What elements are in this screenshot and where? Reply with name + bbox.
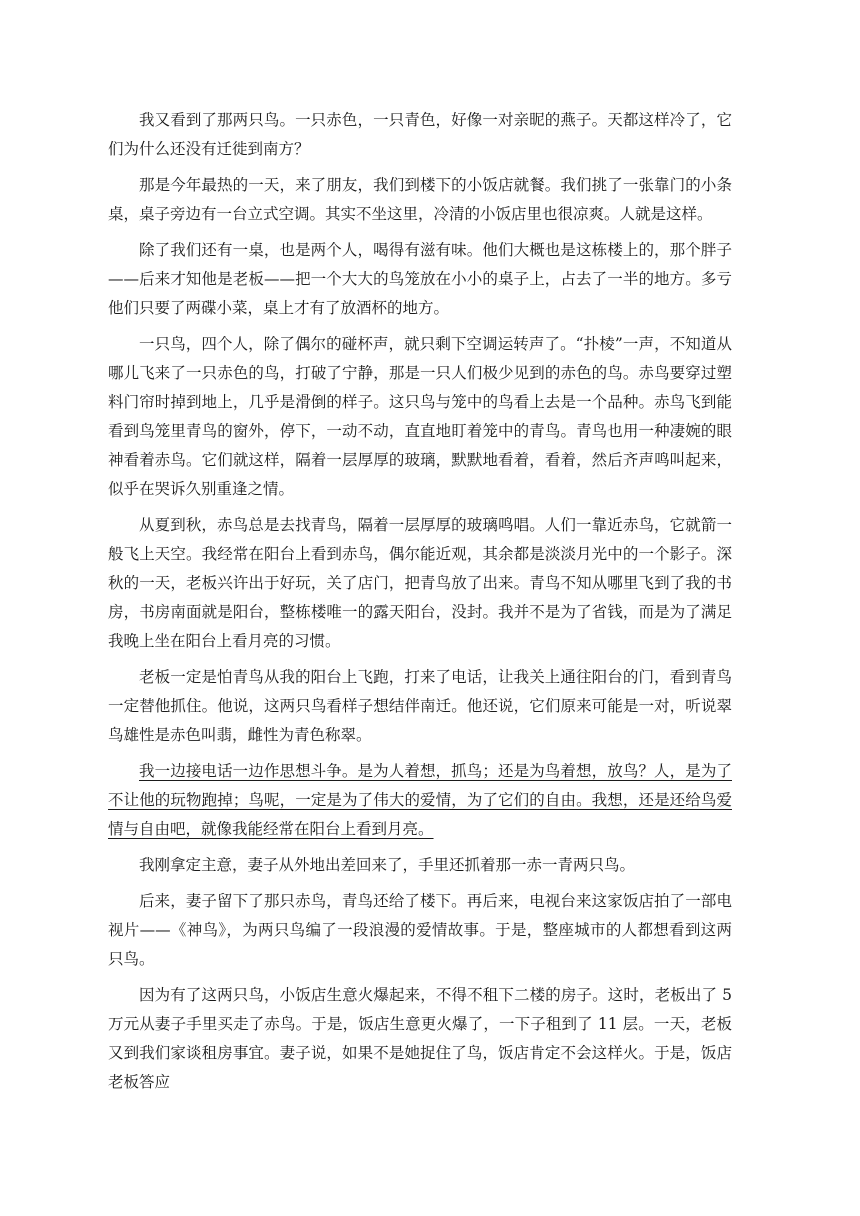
paragraph-1: 我又看到了那两只鸟。一只赤色，一只青色，好像一对亲昵的燕子。天都这样冷了，它们为什么还没有迁徙到南方？: [108, 111, 732, 158]
paragraph-3: 除了我们还有一桌，也是两个人，喝得有滋有味。他们大概也是这栋楼上的，那个胖子——后来才知他是老板——把一个大大的鸟笼放在小小的桌子上，占去了一半的地方。多亏他们只要了两碟小菜，桌上才有了放酒杯的地方。: [108, 241, 732, 317]
paragraph-9: 后来，妻子留下了那只赤鸟，青鸟还给了楼下。再后来，电视台来这家饭店拍了一部电视片——《神鸟》，为两只鸟编了一段浪漫的爱情故事。于是，整座城市的人都想看到这两只鸟。: [108, 892, 732, 968]
paragraph-8: 我刚拿定主意，妻子从外地出差回来了，手里还抓着那一赤一青两只鸟。: [139, 856, 636, 874]
document-page: [108, 106, 732, 1104]
paragraph-4: 一只鸟，四个人，除了偶尔的碰杯声，就只剩下空调运转声了。“扑棱”一声，不知道从哪儿飞来了一只赤色的鸟，打破了宁静，那是一只人们极少见到的赤色的鸟。赤鸟要穿过塑料门帘时掉到地上，几乎是滑倒的样子。这只鸟与笼中的鸟看上去是一个品种。赤鸟飞到能看到鸟笼里青鸟的窗外，停下，一动不动，直直地盯着笼中的青鸟。青鸟也用一种凄婉的眼神看着赤鸟。它们就这样，隔着一层厚厚的玻璃，默默地看着，看着，然后齐声鸣叫起来，似乎在哭诉久别重逢之情。: [108, 335, 732, 498]
paragraph-5: 从夏到秋，赤鸟总是去找青鸟，隔着一层厚厚的玻璃鸣唱。人们一靠近赤鸟，它就箭一般飞上天空。我经常在阳台上看到赤鸟，偶尔能近观，其余都是淡淡月光中的一个影子。深秋的一天，老板兴许出于好玩，关了店门，把青鸟放了出来。青鸟不知从哪里飞到了我的书房，书房南面就是阳台，整栋楼唯一的露天阳台，没封。我并不是为了省钱，而是为了满足我晚上坐在阳台上看月亮的习惯。: [108, 516, 732, 650]
underlined-passage: 我一边接电话一边作思想斗争。是为人着想，抓鸟；还是为鸟着想，放鸟？人，是为了不让他的玩物跑掉；鸟呢，一定是为了伟大的爱情，为了它们的自由。我想，还是还给鸟爱情与自由吧，就像我能经常在阳台上看到月亮。: [108, 762, 732, 838]
paragraph-10: 因为有了这两只鸟，小饭店生意火爆起来，不得不租下二楼的房子。这时，老板出了 5 万元从妻子手里买走了赤鸟。于是，饭店生意更火爆了，一下子租到了 11 层。一天，老板又到我们家谈租房事宜。妻子说，如果不是她捉住了鸟，饭店肯定不会这样火。于是，饭店老板答应: [108, 986, 732, 1091]
paragraph-6: 老板一定是怕青鸟从我的阳台上飞跑，打来了电话，让我关上通往阳台的门，看到青鸟一定替他抓住。他说，这两只鸟看样子想结伴南迁。他还说，它们原来可能是一对，听说翠鸟雄性是赤色叫翡，雌性为青色称翠。: [108, 668, 732, 744]
paragraph-7-underlined: [108, 757, 732, 844]
paragraph-2: 那是今年最热的一天，来了朋友，我们到楼下的小饭店就餐。我们挑了一张靠门的小条桌，桌子旁边有一台立式空调。其实不坐这里，冷清的小饭店里也很凉爽。人就是这样。: [108, 176, 732, 223]
